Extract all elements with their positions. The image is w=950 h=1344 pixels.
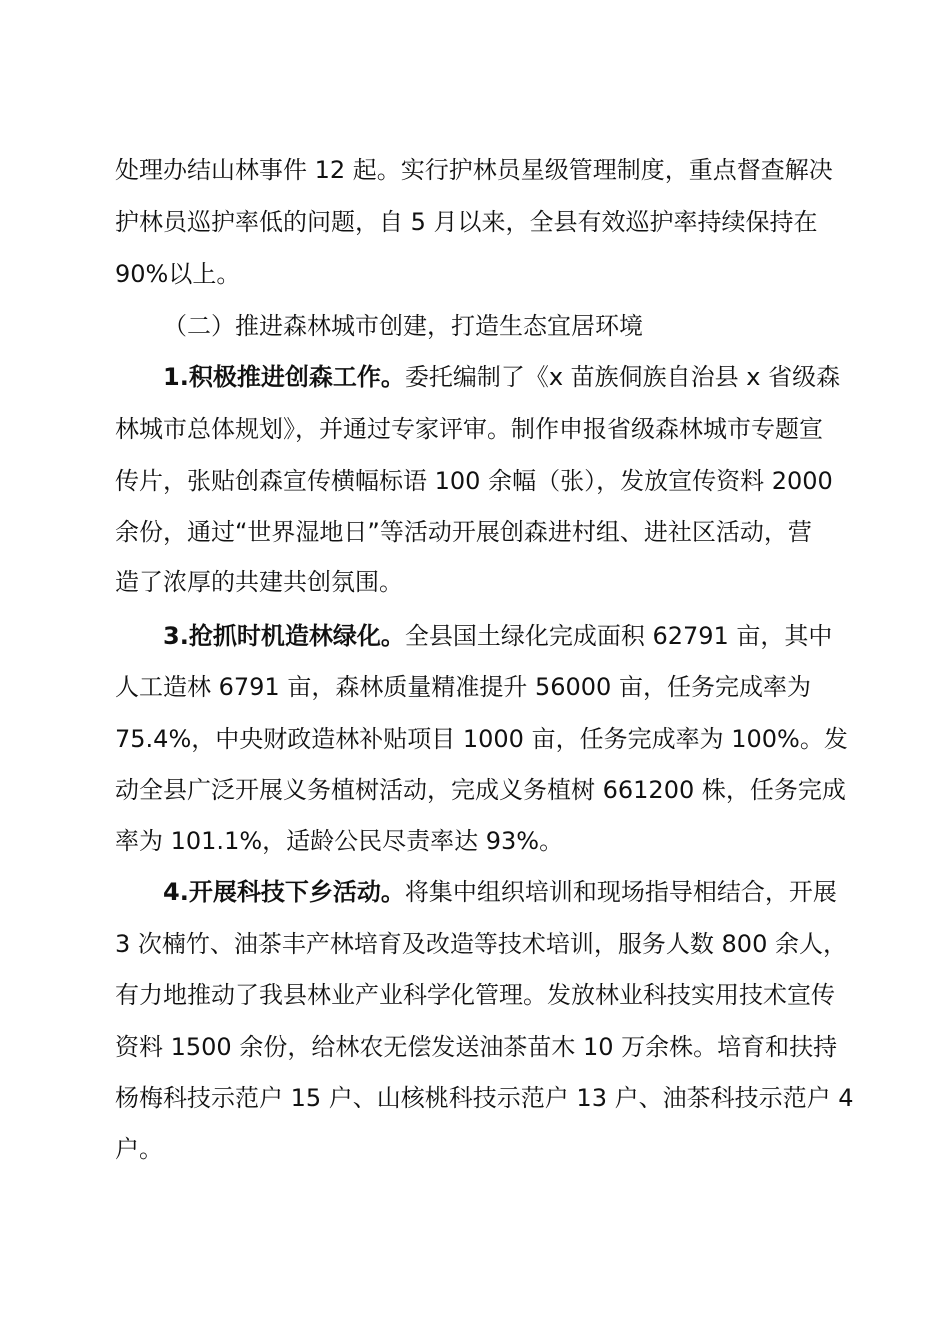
paragraph-lead-heading: 1.积极推进创森工作。 bbox=[163, 363, 405, 391]
line-text: 资料 1500 余份，给林农无偿发送油茶苗木 10 万余株。培育和扶持 bbox=[115, 1033, 838, 1061]
paragraph-first-line bbox=[163, 351, 840, 403]
body-line bbox=[115, 248, 240, 300]
section-heading-text: （二）推进森林城市创建，打造生态宜居环境 bbox=[163, 312, 643, 340]
paragraph-lead-heading: 3.抢抓时机造林绿化。 bbox=[163, 622, 405, 650]
line-text: 处理办结山林事件 12 起。实行护林员星级管理制度，重点督查解决 bbox=[115, 156, 833, 184]
body-line bbox=[115, 506, 812, 558]
body-line bbox=[115, 661, 811, 713]
body-line bbox=[115, 815, 563, 867]
body-line bbox=[115, 1072, 854, 1124]
paragraph-lead-heading: 4.开展科技下乡活动。 bbox=[163, 878, 405, 906]
body-line bbox=[115, 144, 833, 196]
line-text: 林城市总体规划》，并通过专家评审。制作申报省级森林城市专题宣 bbox=[115, 415, 823, 443]
line-text: 传片，张贴创森宣传横幅标语 100 余幅（张），发放宣传资料 2000 bbox=[115, 467, 833, 495]
line-text: 户。 bbox=[115, 1135, 163, 1163]
body-line bbox=[115, 764, 846, 816]
body-line bbox=[115, 713, 848, 765]
line-text: 杨梅科技示范户 15 户、山核桃科技示范户 13 户、油茶科技示范户 4 bbox=[115, 1084, 854, 1112]
line-text: 90%以上。 bbox=[115, 260, 241, 288]
paragraph-first-line bbox=[163, 610, 832, 662]
body-line bbox=[115, 196, 818, 248]
line-text: 75.4%，中央财政造林补贴项目 1000 亩，任务完成率为 100%。发 bbox=[115, 725, 848, 753]
line-text: 有力地推动了我县林业产业科学化管理。发放林业科技实用技术宣传 bbox=[115, 981, 835, 1009]
line-text: 将集中组织培训和现场指导相结合，开展 bbox=[404, 878, 837, 906]
body-line bbox=[115, 969, 835, 1021]
line-text: 委托编制了《x 苗族侗族自治县 x 省级森 bbox=[404, 363, 841, 391]
line-text: 余份，通过“世界湿地日”等活动开展创森进村组、进社区活动，营 bbox=[115, 518, 812, 546]
paragraph-first-line bbox=[163, 866, 837, 918]
body-line bbox=[115, 1021, 837, 1073]
body-line bbox=[115, 918, 847, 970]
line-text: 3 次楠竹、油茶丰产林培育及改造等技术培训，服务人数 800 余人， bbox=[115, 930, 847, 958]
line-text: 动全县广泛开展义务植树活动，完成义务植树 661200 株，任务完成 bbox=[115, 776, 846, 804]
line-text: 率为 101.1%，适龄公民尽责率达 93%。 bbox=[115, 827, 564, 855]
body-line bbox=[115, 556, 403, 608]
line-text: 全县国土绿化完成面积 62791 亩，其中 bbox=[404, 622, 833, 650]
line-text: 人工造林 6791 亩，森林质量精准提升 56000 亩，任务完成率为 bbox=[115, 673, 811, 701]
body-line bbox=[115, 1123, 163, 1175]
body-line bbox=[115, 455, 833, 507]
line-text: 护林员巡护率低的问题，自 5 月以来，全县有效巡护率持续保持在 bbox=[115, 208, 818, 236]
section-heading bbox=[163, 300, 643, 352]
line-text: 造了浓厚的共建共创氛围。 bbox=[115, 568, 403, 596]
body-line bbox=[115, 403, 823, 455]
